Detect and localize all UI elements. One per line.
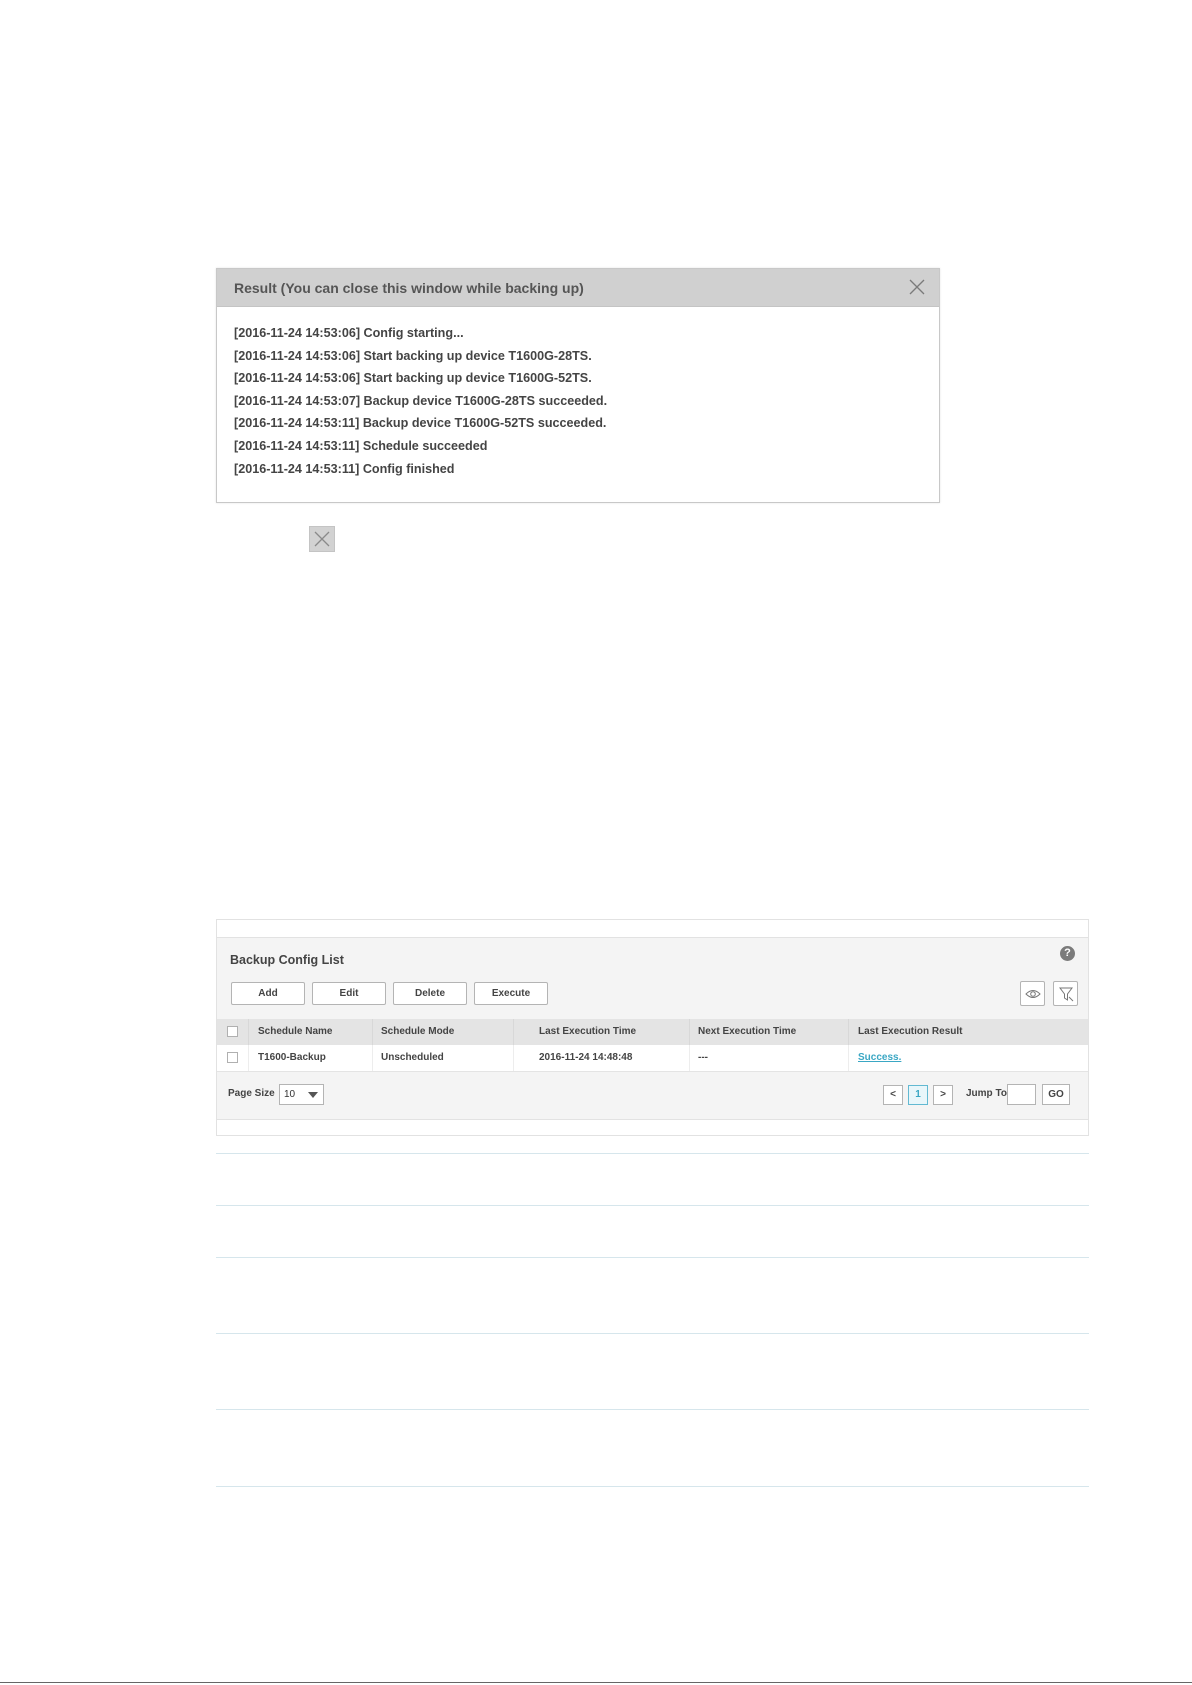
last-execution-result-link[interactable]: Success.: [858, 1052, 902, 1063]
divider: [216, 1409, 1089, 1410]
page-bottom-rule: [0, 1682, 1192, 1683]
help-icon[interactable]: ?: [1060, 946, 1075, 961]
jump-to-label: Jump To: [966, 1088, 1007, 1099]
prev-page-button[interactable]: <: [883, 1085, 903, 1105]
backup-config-list: [217, 937, 1088, 1120]
divider: [216, 1333, 1089, 1334]
column-header-schedule-name[interactable]: Schedule Name: [258, 1026, 333, 1037]
last-execution-time-cell: 2016-11-24 14:48:48: [539, 1052, 633, 1063]
eye-icon[interactable]: [1020, 981, 1045, 1006]
row-checkbox[interactable]: [227, 1052, 238, 1063]
filter-icon[interactable]: [1053, 981, 1078, 1006]
divider: [216, 1205, 1089, 1206]
log-line: [2016-11-24 14:53:06] Start backing up device T1600G-52TS.: [234, 371, 592, 386]
page-size-label: Page Size: [228, 1088, 275, 1099]
schedule-name-cell: T1600-Backup: [258, 1052, 326, 1063]
table-row[interactable]: [217, 1045, 1088, 1072]
divider: [216, 1257, 1089, 1258]
table-header: [217, 1019, 1088, 1045]
delete-button[interactable]: Delete: [393, 982, 467, 1005]
column-header-next-execution-time[interactable]: Next Execution Time: [698, 1026, 797, 1037]
close-icon: [309, 526, 335, 552]
column-header-last-execution-time[interactable]: Last Execution Time: [539, 1026, 637, 1037]
result-dialog-header: [217, 269, 939, 307]
chevron-down-icon: [308, 1092, 318, 1098]
go-button[interactable]: GO: [1042, 1084, 1070, 1105]
log-line: [2016-11-24 14:53:06] Start backing up device T1600G-28TS.: [234, 348, 592, 363]
execute-button[interactable]: Execute: [474, 982, 548, 1005]
select-all-checkbox[interactable]: [227, 1026, 238, 1037]
log-line: [2016-11-24 14:53:11] Config finished: [234, 461, 455, 476]
schedule-mode-cell: Unscheduled: [381, 1052, 444, 1063]
next-execution-time-cell: ---: [698, 1052, 708, 1063]
result-log: [234, 325, 607, 483]
backup-config-panel: [216, 919, 1089, 1136]
current-page-button[interactable]: 1: [908, 1085, 928, 1105]
result-dialog: [216, 268, 940, 503]
log-line: [2016-11-24 14:53:06] Config starting...: [234, 326, 464, 340]
next-page-button[interactable]: >: [933, 1085, 953, 1105]
divider: [216, 1153, 1089, 1154]
close-icon[interactable]: [908, 278, 926, 296]
page-size-select[interactable]: [279, 1084, 324, 1105]
result-dialog-title: Result (You can close this window while backing up): [234, 280, 584, 296]
edit-button[interactable]: Edit: [312, 982, 386, 1005]
column-header-schedule-mode[interactable]: Schedule Mode: [381, 1026, 455, 1037]
log-line: [2016-11-24 14:53:11] Schedule succeeded: [234, 438, 488, 453]
jump-to-input[interactable]: [1007, 1084, 1036, 1105]
column-header-last-execution-result[interactable]: Last Execution Result: [858, 1026, 963, 1037]
page-size-value: 10: [284, 1089, 296, 1100]
add-button[interactable]: Add: [231, 982, 305, 1005]
panel-title: Backup Config List: [230, 953, 344, 967]
divider: [216, 1486, 1089, 1487]
log-line: [2016-11-24 14:53:07] Backup device T1600G-28TS succeeded.: [234, 393, 608, 408]
log-line: [2016-11-24 14:53:11] Backup device T1600G-52TS succeeded.: [234, 416, 607, 431]
